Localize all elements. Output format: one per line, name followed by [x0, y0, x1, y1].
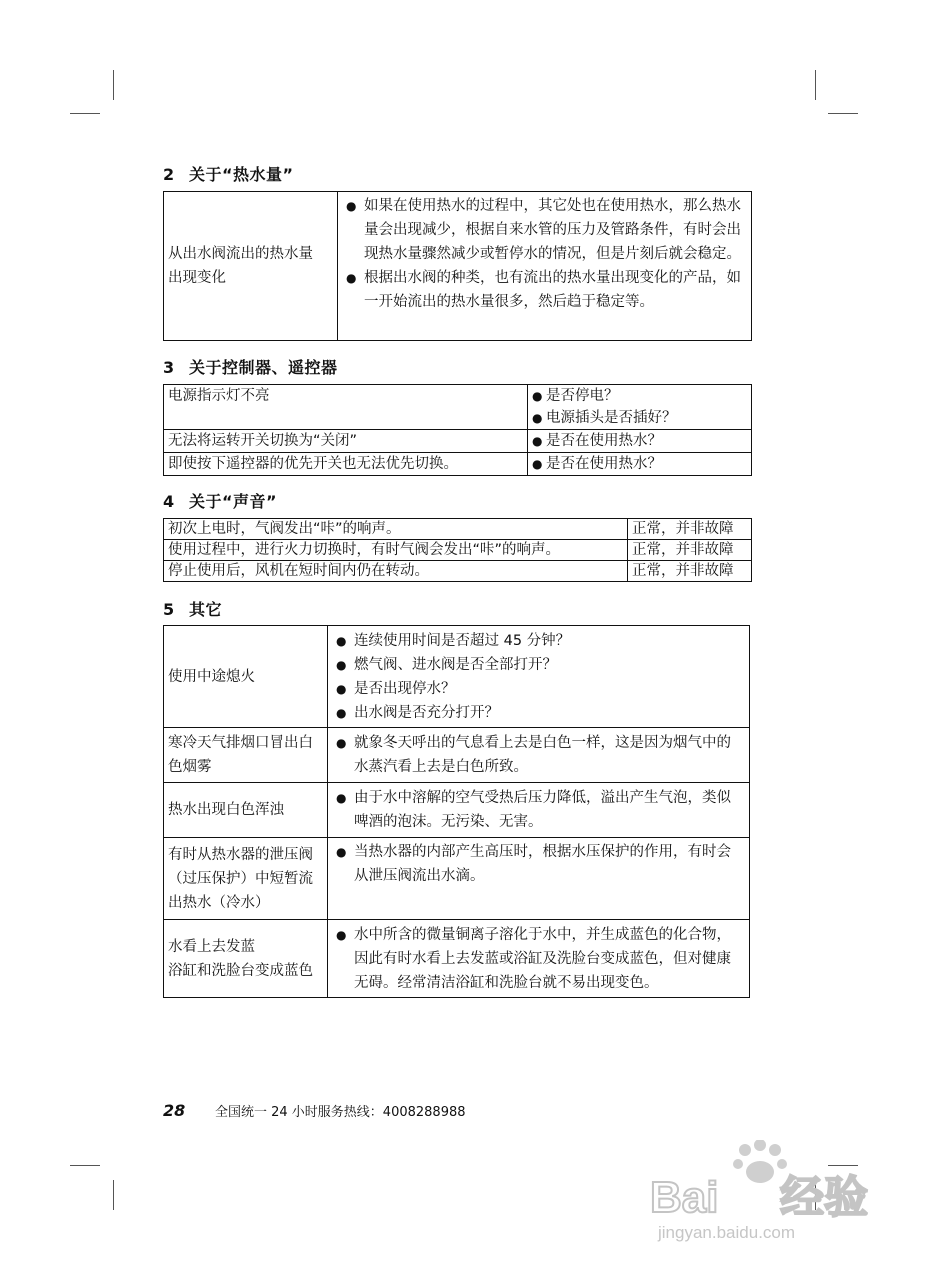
table-row — [164, 453, 752, 476]
table-row — [164, 192, 752, 341]
explanation-cell — [328, 728, 750, 783]
issue-cell: 即使按下遥控器的优先开关也无法优先切换。 — [164, 453, 528, 476]
section-number: 2 — [163, 165, 175, 184]
issue-line: 出现变化 — [168, 270, 226, 286]
list-item: ● 水中所含的微量铜离子溶化于水中，并生成蓝色的化合物，因此有时水看上去发蓝或浴缸及洗脸台变成蓝色，但对健康无碍。经常清洁浴缸和洗脸台就不易出现变色。 — [332, 923, 745, 995]
issue-line: 出热水（冷水） — [168, 894, 270, 911]
table-row — [164, 626, 750, 728]
list-item: ● 燃气阀、进水阀是否全部打开？ — [332, 653, 745, 677]
list-item: ● 根据出水阀的种类，也有流出的热水量出现变化的产品，如一开始流出的热水量很多，然后趋于稳定等。 — [342, 266, 747, 314]
issue-cell: 初次上电时，气阀发出“咔”的响声。 — [164, 519, 628, 540]
crop-mark — [113, 1180, 114, 1210]
issue-line: 水看上去发蓝 — [168, 938, 255, 955]
svg-text:jingyan.baidu.com: jingyan.baidu.com — [658, 1223, 796, 1242]
issue-cell — [164, 728, 328, 783]
crop-mark — [828, 113, 858, 114]
service-hotline: 全国统一 24 小时服务热线：4008288988 — [215, 1105, 466, 1120]
list-item: ● 是否在使用热水？ — [532, 430, 747, 452]
result-cell: 正常，并非故障 — [628, 561, 752, 582]
crop-mark — [113, 70, 114, 100]
issue-cell: 电源指示灯不亮 — [164, 385, 528, 430]
controller-table — [163, 384, 752, 476]
table-row — [164, 920, 750, 998]
issue-line: 色烟雾 — [168, 759, 212, 775]
section-heading-controller — [163, 355, 338, 378]
section-title: 关于“热水量” — [189, 165, 294, 184]
issue-line: 有时从热水器的泄压阀 — [168, 846, 313, 863]
section-heading-hot-water — [163, 162, 294, 185]
explanation-cell — [328, 626, 750, 728]
section-heading-other — [163, 597, 222, 620]
list-item: ● 就象冬天呼出的气息看上去是白色一样，这是因为烟气中的水蒸汽看上去是白色所致。 — [332, 731, 745, 779]
list-item: ● 出水阀是否充分打开？ — [332, 701, 745, 725]
sound-table — [163, 518, 752, 582]
svg-text:经验: 经验 — [780, 1173, 868, 1222]
list-item: ● 由于水中溶解的空气受热后压力降低，溢出产生气泡，类似啤酒的泡沫。无污染、无害。 — [332, 786, 745, 834]
table-row — [164, 561, 752, 582]
issue-line: （过压保护）中短暂流 — [168, 870, 313, 887]
issue-cell — [164, 838, 328, 920]
list-item: ● 如果在使用热水的过程中，其它处也在使用热水，那么热水量会出现减少，根据自来水管的压力及管路条件，有时会出现热水量骤然减少或暂停水的情况，但是片刻后就会稳定。 — [342, 194, 747, 266]
issue-cell — [164, 192, 338, 341]
list-item: ● 连续使用时间是否超过 45 分钟？ — [332, 629, 745, 653]
table-row — [164, 728, 750, 783]
section-number: 3 — [163, 358, 175, 377]
explanation-cell — [328, 920, 750, 998]
issue-line: 热水出现白色浑浊 — [168, 802, 284, 818]
issue-line: 寒冷天气排烟口冒出白 — [168, 735, 313, 751]
result-cell: 正常，并非故障 — [628, 540, 752, 561]
table-row — [164, 540, 752, 561]
table-row — [164, 838, 750, 920]
page-number: 28 — [163, 1101, 186, 1120]
issue-cell — [164, 626, 328, 728]
list-item: ● 是否停电？ — [532, 385, 747, 407]
page-footer — [163, 1101, 466, 1120]
section-heading-sound — [163, 489, 277, 512]
section-number: 5 — [163, 600, 175, 619]
crop-mark — [70, 1165, 100, 1166]
issue-cell: 使用过程中，进行火力切换时，有时气阀会发出“咔”的响声。 — [164, 540, 628, 561]
crop-mark — [70, 113, 100, 114]
list-item: ● 是否出现停水？ — [332, 677, 745, 701]
section-title: 其它 — [189, 600, 223, 619]
explanation-cell — [328, 783, 750, 838]
svg-text:Bai: Bai — [650, 1173, 719, 1222]
section-title: 关于“声音” — [189, 492, 278, 511]
result-cell: 正常，并非故障 — [628, 519, 752, 540]
issue-cell: 无法将运转开关切换为“关闭” — [164, 430, 528, 453]
table-row — [164, 519, 752, 540]
table-row — [164, 783, 750, 838]
explanation-cell — [328, 838, 750, 920]
list-item: ● 是否在使用热水？ — [532, 453, 747, 475]
issue-line: 浴缸和洗脸台变成蓝色 — [168, 962, 313, 979]
hot-water-table — [163, 191, 752, 341]
explanation-cell — [338, 192, 752, 341]
issue-cell — [164, 920, 328, 998]
issue-cell: 停止使用后，风机在短时间内仍在转动。 — [164, 561, 628, 582]
section-title: 关于控制器、遥控器 — [189, 358, 338, 377]
crop-mark — [815, 70, 816, 100]
baidu-jingyan-watermark — [640, 1140, 890, 1250]
check-cell — [528, 385, 752, 430]
list-item: ● 当热水器的内部产生高压时，根据水压保护的作用，有时会从泄压阀流出水滴。 — [332, 840, 745, 888]
check-cell — [528, 430, 752, 453]
other-table — [163, 625, 750, 998]
list-item: ● 电源插头是否插好？ — [532, 407, 747, 429]
table-row — [164, 430, 752, 453]
section-number: 4 — [163, 492, 175, 511]
table-row — [164, 385, 752, 430]
issue-line: 使用中途熄火 — [168, 668, 255, 685]
issue-cell — [164, 783, 328, 838]
issue-line: 从出水阀流出的热水量 — [168, 246, 313, 262]
check-cell — [528, 453, 752, 476]
